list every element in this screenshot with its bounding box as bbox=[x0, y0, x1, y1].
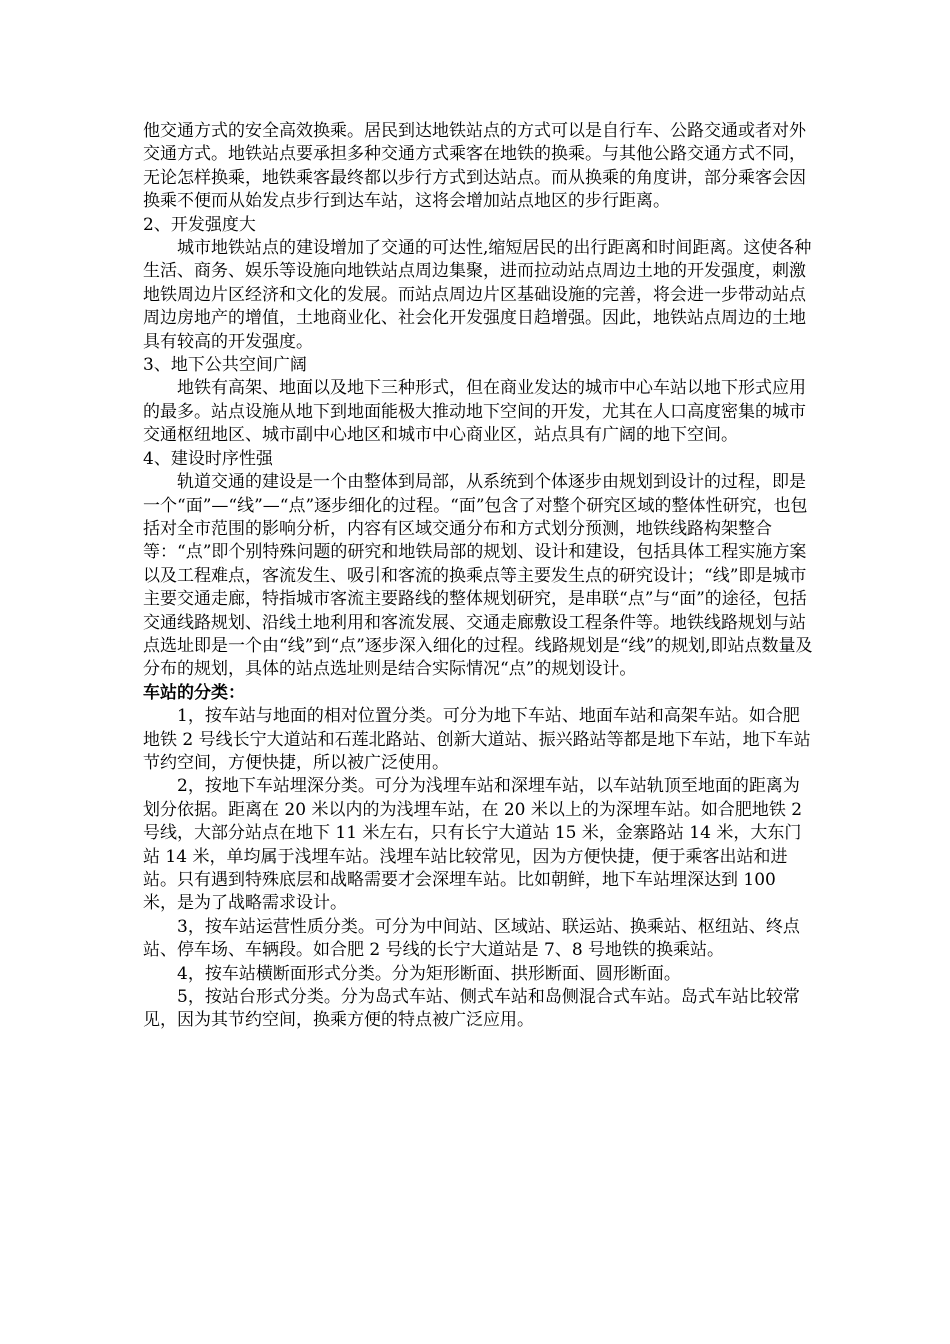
paragraph-intro: 他交通方式的安全高效换乘。居民到达地铁站点的方式可以是自行车、公路交通或者对外交通方式。地铁站点要承担多种交通方式乘客在地铁的换乘。与其他公路交通方式不同，无论怎样换乘，地铁乘客最终都以步行方式到达站点。而从换乘的角度讲，部分乘客会因换乘不便而从始发点步行到达车站，这将会增加站点地区的步行距离。 bbox=[143, 121, 806, 212]
document-body bbox=[143, 120, 815, 1033]
classification-item-2: 2，按地下车站埋深分类。可分为浅埋车站和深埋车站，以车站轨顶至地面的距离为划分依据。距离在 20 米以内的为浅埋车站，在 20 米以上的为深埋车站。如合肥地铁 2 号线，大部分站点在地下 11 米左右，只有长宁大道站 15 米，金寨路站 14 米，大东门站 14 米，单均属于浅埋车站。浅埋车站比较常见，因为方便快捷，便于乘客出站和进站。只有遇到特殊底层和战略需要才会深埋车站。比如朝鲜，地下车站埋深达到 100 米，是为了战略需求设计。 bbox=[143, 776, 803, 914]
classification-item-3: 3，按车站运营性质分类。可分为中间站、区域站、联运站、换乘站、枢纽站、终点站、停车场、车辆段。如合肥 2 号线的长宁大道站是 7、8 号地铁的换乘站。 bbox=[143, 916, 800, 961]
paragraph-development-intensity: 城市地铁站点的建设增加了交通的可达性,缩短居民的出行距离和时间距离。这使各种生活、商务、娱乐等设施向地铁站点周边集聚，进而拉动站点周边土地的开发强度，刺激地铁周边片区经济和文化的发展。而站点周边片区基础设施的完善，将会进一步带动站点周边房地产的增值，土地商业化、社会化开发强度日趋增强。因此，地铁站点周边的土地具有较高的开发强度。 bbox=[143, 238, 812, 352]
classification-item-5: 5，按站台形式分类。分为岛式车站、侧式车站和岛侧混合式车站。岛式车站比较常见，因为其节约空间，换乘方便的特点被广泛应用。 bbox=[143, 987, 800, 1031]
heading-development-intensity: 2、开发强度大 bbox=[143, 214, 256, 235]
heading-underground-space: 3、地下公共空间广阔 bbox=[143, 355, 307, 376]
classification-item-1: 1，按车站与地面的相对位置分类。可分为地下车站、地面车站和高架车站。如合肥地铁 2 号线长宁大道站和石莲北路站、创新大道站、振兴路站等都是地下车站，地下车站节约空间，方便快捷，所以被广泛使用。 bbox=[143, 706, 811, 773]
section-title-station-classification: 车站的分类： bbox=[143, 682, 245, 703]
paragraph-construction-sequence: 轨道交通的建设是一个由整体到局部，从系统到个体逐步由规划到设计的过程，即是一个“面”—“线”—“点”逐步细化的过程。“面”包含了对整个研究区域的整体性研究，也包括对全市范围的影响分析，内容有区域交通分布和方式划分预测，地铁线路构架整合等：“点”即个别特殊问题的研究和地铁局部的规划、设计和建设，包括具体工程实施方案以及工程难点，客流发生、吸引和客流的换乘点等主要发生点的研究设计；“线”即是城市主要交通走廊，特指城市客流主要路线的整体规划研究，是串联“点”与“面”的途径，包括交通线路规划、沿线土地利用和客流发展、交通走廊敷设工程条件等。地铁线路规划与站点选址即是一个由“线”到“点”逐步深入细化的过程。线路规划是“线”的规划,即站点数量及分布的规划，具体的站点选址则是结合实际情况“点”的规划设计。 bbox=[143, 472, 813, 680]
paragraph-underground-space: 地铁有高架、地面以及地下三种形式，但在商业发达的城市中心车站以地下形式应用的最多。站点设施从地下到地面能极大推动地下空间的开发，尤其在人口高度密集的城市交通枢纽地区、城市副中心地区和城市中心商业区，站点具有广阔的地下空间。 bbox=[143, 378, 806, 446]
classification-item-4: 4，按车站横断面形式分类。分为矩形断面、拱形断面、圆形断面。 bbox=[177, 963, 681, 984]
heading-construction-sequence: 4、建设时序性强 bbox=[143, 448, 273, 469]
